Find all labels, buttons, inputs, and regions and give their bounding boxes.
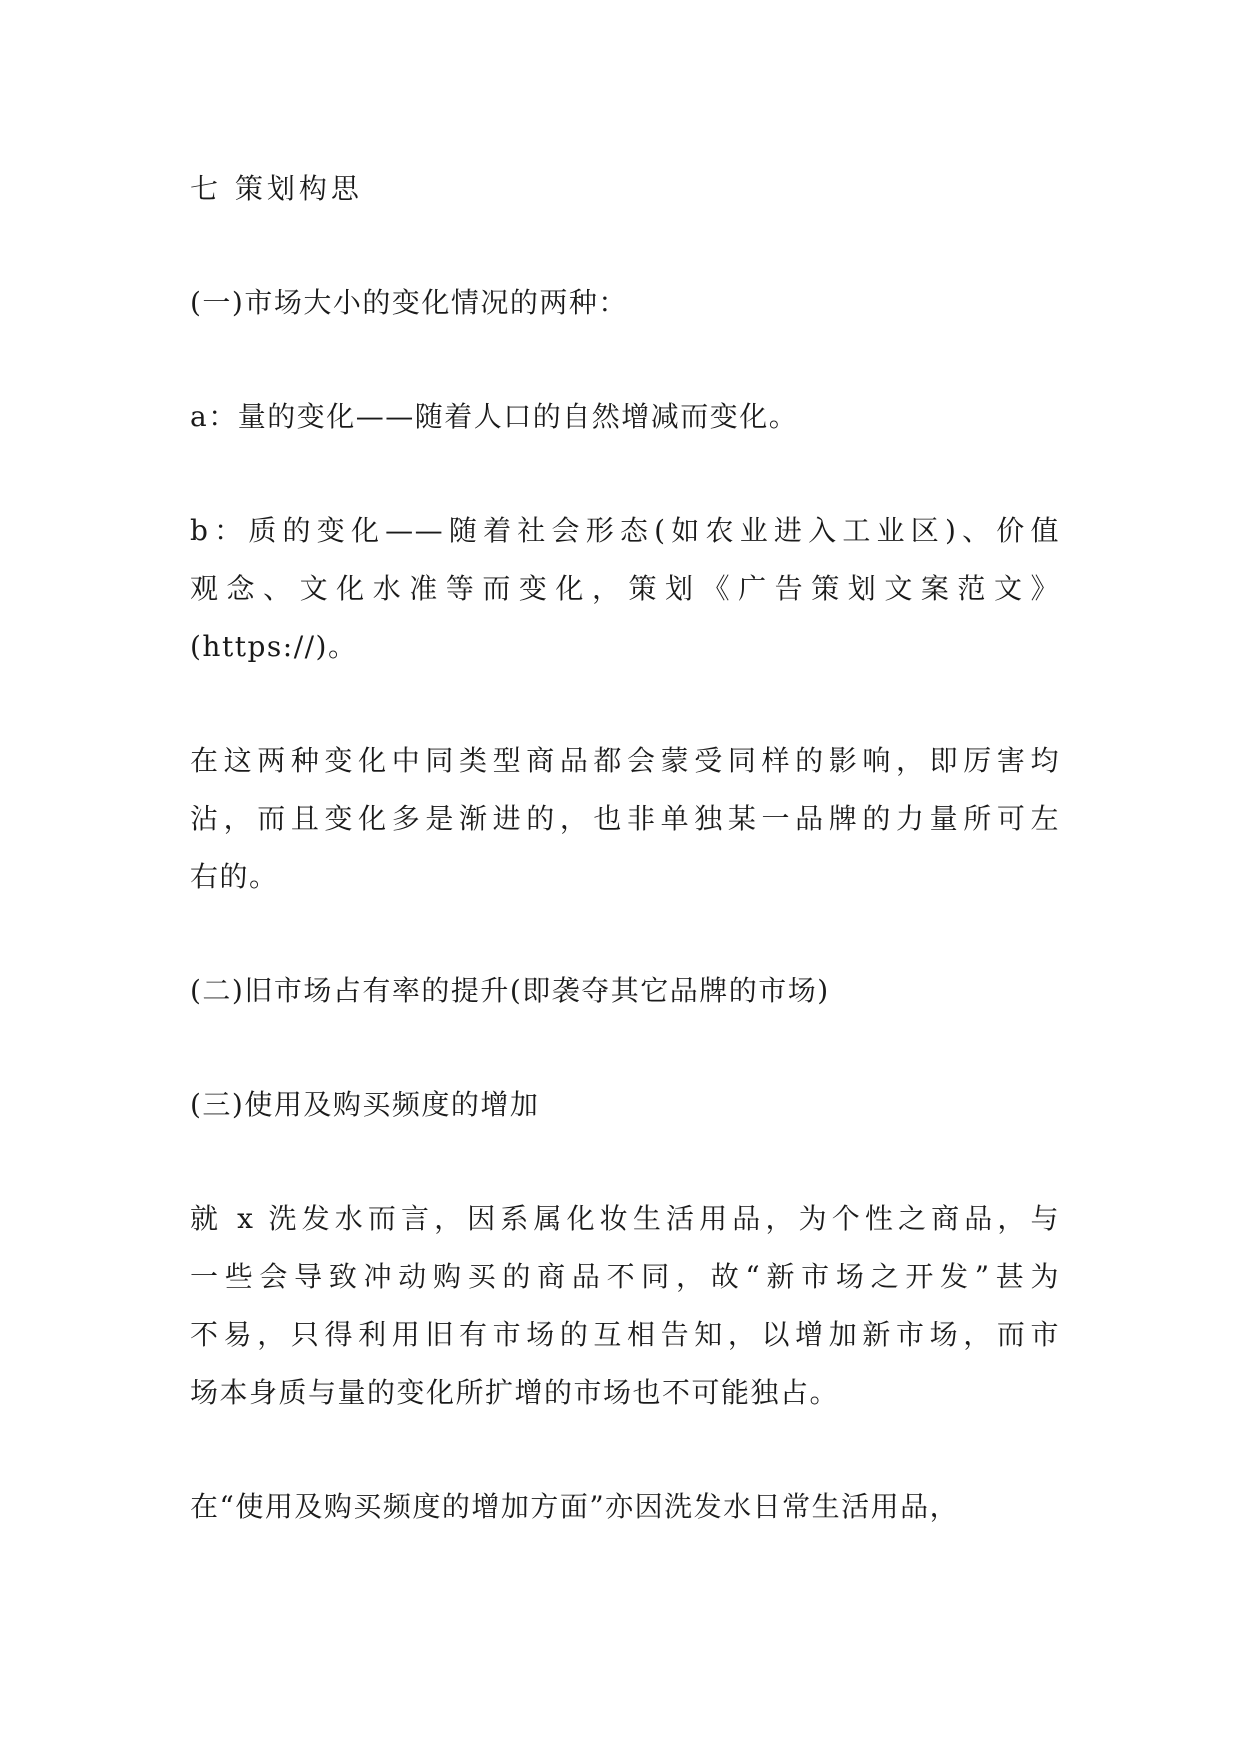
item-b-line: b：质的变化——随着社会形态(如农业进入工业区)、价值 <box>190 514 1060 547</box>
item-b-line: (https://)。 <box>190 630 358 663</box>
heading-text: 七 策划构思 <box>190 172 363 205</box>
paragraph-3 <box>190 1478 1060 1536</box>
item-b <box>190 502 1060 676</box>
paragraph-line: 在这两种变化中同类型商品都会蒙受同样的影响，即厉害均 <box>190 744 1060 777</box>
section-3-title-text: (三)使用及购买频度的增加 <box>190 1088 540 1121</box>
section-1-title <box>190 274 1060 332</box>
paragraph-line: 右的。 <box>190 860 279 893</box>
section-1-title-text: (一)市场大小的变化情况的两种： <box>190 286 628 319</box>
paragraph-1 <box>190 732 1060 906</box>
section-2-title-text: (二)旧市场占有率的提升(即袭夺其它品牌的市场) <box>190 974 830 1007</box>
paragraph-line: 不易，只得利用旧有市场的互相告知，以增加新市场，而市 <box>190 1318 1060 1351</box>
paragraph-line: 一些会导致冲动购买的商品不同，故“新市场之开发”甚为 <box>190 1260 1060 1293</box>
item-a-text: a：量的变化——随着人口的自然增减而变化。 <box>190 400 799 433</box>
section-3-title <box>190 1076 1060 1134</box>
paragraph-line: 沾，而且变化多是渐进的，也非单独某一品牌的力量所可左 <box>190 802 1060 835</box>
document-page <box>190 160 1060 1592</box>
paragraph-line: 在“使用及购买频度的增加方面”亦因洗发水日常生活用品， <box>190 1490 960 1523</box>
section-2-title <box>190 962 1060 1020</box>
item-a <box>190 388 1060 446</box>
item-b-line: 观念、文化水准等而变化，策划《广告策划文案范文》 <box>190 572 1060 605</box>
section-heading <box>190 160 1060 218</box>
paragraph-line: 场本身质与量的变化所扩增的市场也不可能独占。 <box>190 1376 840 1409</box>
paragraph-line: 就 x 洗发水而言，因系属化妆生活用品，为个性之商品，与 <box>190 1202 1060 1235</box>
paragraph-2 <box>190 1190 1060 1422</box>
